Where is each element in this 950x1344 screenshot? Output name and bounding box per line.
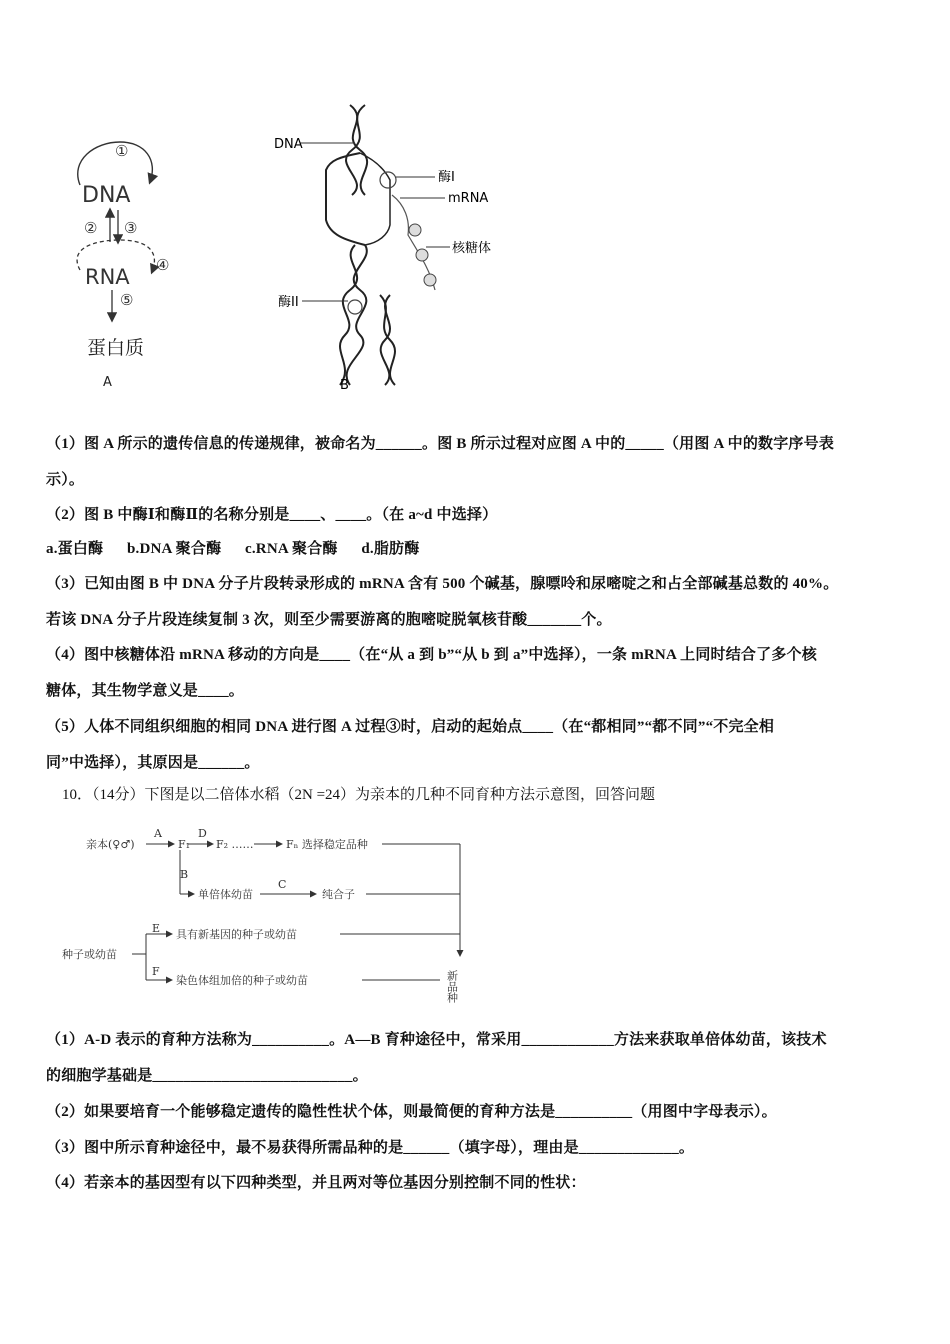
- q9-part1-line1: （1）图 A 所示的遗传信息的传递规律，被命名为______。图 B 所示过程对应图 A 中的_____（用图 A 中的数字序号表: [46, 436, 835, 452]
- q9-part5-line1: （5）人体不同组织细胞的相同 DNA 进行图 A 过程③时，启动的起始点____（在“都相同”“都不同”“不完全相: [46, 719, 775, 735]
- letter-f: F: [152, 965, 160, 978]
- q9-part4-line1: （4）图中核糖体沿 mRNA 移动的方向是____（在“从 a 到 b”“从 b 到 a”中选择），一条 mRNA 上同时结合了多个核: [46, 647, 817, 663]
- enzyme-2-label: 酶II: [278, 295, 299, 310]
- new-gene-label: 具有新基因的种子或幼苗: [176, 928, 297, 941]
- figure-breeding-methods: [60, 820, 480, 1010]
- option-c: c.RNA 聚合酶: [244, 541, 338, 557]
- letter-c: C: [278, 878, 287, 891]
- step-4: ④: [156, 258, 170, 274]
- fn-label: Fₙ 选择稳定品种: [286, 838, 368, 851]
- option-d: d.脂肪酶: [361, 541, 420, 557]
- option-b: b.DNA 聚合酶: [126, 541, 222, 557]
- f1-label: F₁: [178, 838, 191, 851]
- letter-a: A: [154, 827, 162, 840]
- ribosome-label: 核糖体: [452, 241, 492, 256]
- step-1: ①: [115, 144, 129, 160]
- q9-part3-line1: （3）已知由图 B 中 DNA 分子片段转录形成的 mRNA 含有 500 个碱基，腺嘌呤和尿嘧啶之和占全部碱基总数的 40%。: [46, 576, 839, 592]
- chromosome-doubled-label: 染色体组加倍的种子或幼苗: [176, 974, 308, 987]
- figure-a-caption: A: [103, 375, 112, 390]
- new-variety-label: [446, 970, 459, 1003]
- dna-label: DNA: [274, 137, 303, 152]
- rna-node: RNA: [85, 265, 130, 289]
- q9-part3-line2: 若该 DNA 分子片段连续复制 3 次，则至少需要游离的胞嘧啶脱氧核苷酸_______个。: [46, 612, 612, 628]
- svg-text:新品种: 新品种: [445, 970, 459, 1003]
- q10-part4: （4）若亲本的基因型有以下四种类型，并且两对等位基因分别控制不同的性状：: [46, 1175, 586, 1191]
- haploid-label: 单倍体幼苗: [198, 888, 253, 901]
- protein-node: 蛋白质: [87, 337, 145, 359]
- mrna-label: mRNA: [448, 191, 489, 206]
- q10-part3: （3）图中所示育种途径中，最不易获得所需品种的是______（填字母），理由是_____________。: [46, 1140, 695, 1156]
- letter-e: E: [152, 922, 161, 935]
- f2-label: F₂ ……: [216, 838, 254, 851]
- step-5: ⑤: [120, 293, 134, 309]
- dna-node: DNA: [82, 183, 131, 208]
- q10-part2: （2）如果要培育一个能够稳定遗传的隐性性状个体，则最简便的育种方法是__________（用图中字母表示）。: [46, 1104, 777, 1120]
- enzyme-1-label: 酶I: [438, 170, 455, 185]
- step-2: ②: [84, 221, 98, 237]
- q10-title: 10．（14分）下图是以二倍体水稻（2N =24）为亲本的几种不同育种方法示意图，回答问题: [62, 787, 656, 803]
- q9-part2: （2）图 B 中酶Ⅰ和酶Ⅱ的名称分别是____、____。（在 a~d 中选择）: [46, 507, 498, 523]
- parent-label: 亲本(♀♂): [86, 838, 135, 851]
- step-3: ③: [124, 221, 138, 237]
- figure-b-transcription: [260, 95, 520, 400]
- q9-options: [46, 531, 912, 567]
- q9-part5-line2: 同”中选择），其原因是______。: [46, 755, 260, 771]
- q9-part1-line2: 示）。: [46, 472, 85, 488]
- q10-part1-line1: （1）A-D 表示的育种方法称为__________。A—B 育种途径中，常采用____________方法来获取单倍体幼苗，该技术: [46, 1032, 827, 1048]
- figure-a-central-dogma: [60, 130, 190, 400]
- letter-d: D: [198, 827, 207, 840]
- figure-b-caption: B: [340, 378, 349, 393]
- letter-b: B: [180, 868, 189, 881]
- seed-label: 种子或幼苗: [62, 948, 117, 961]
- option-a: a.蛋白酶: [46, 541, 104, 557]
- q9-part4-line2: 糖体，其生物学意义是____。: [46, 683, 245, 699]
- q10-part1-line2: 的细胞学基础是__________________________。: [46, 1068, 368, 1084]
- pure-line-label: 纯合子: [322, 888, 355, 901]
